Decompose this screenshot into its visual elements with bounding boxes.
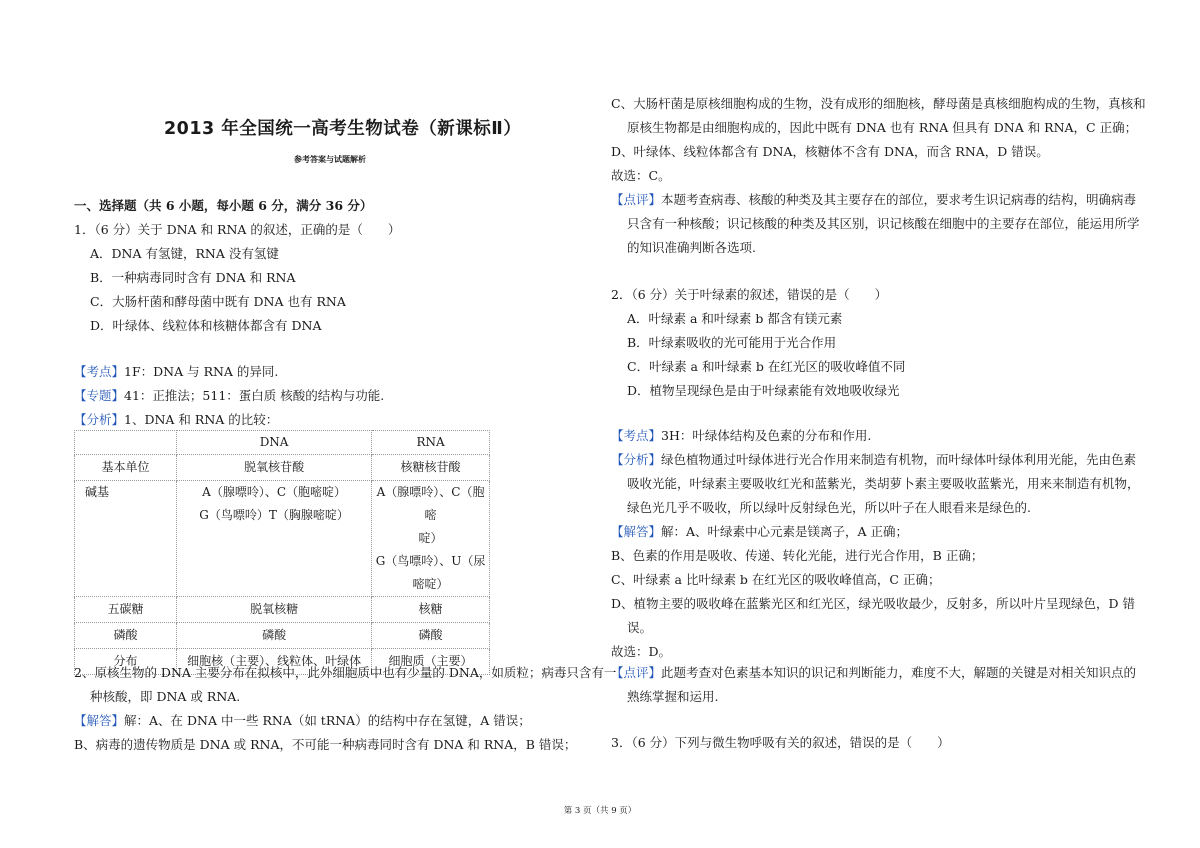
table-cell: 磷酸 [177,623,372,649]
q2-stem: 2．（6 分）关于叶绿素的叙述，错误的是（ ） [611,287,888,302]
q2-option-c: C．叶绿素 a 和叶绿素 b 在红光区的吸收峰值不同 [627,359,906,374]
table-row [75,481,490,597]
q2-jieda [611,524,908,540]
q2-option-b: B．叶绿素吸收的光可能用于光合作用 [627,335,837,350]
table-cell-line: 嘧啶） [412,577,449,591]
kaodian-text: 3H：叶绿体结构及色素的分布和作用. [661,428,872,443]
table-cell-line: G（鸟嘌呤）T（胸腺嘧啶） [199,508,349,522]
jieda-tag: 【解答】 [611,524,662,539]
jieda-tag: 【解答】 [74,713,125,728]
q2-c-explanation: C、叶绿素 a 比叶绿素 b 在红光区的吸收峰值高，C 正确； [611,572,941,587]
q1-b-explanation: B、病毒的遗传物质是 DNA 或 RNA，不可能一种病毒同时含有 DNA 和 RNA，B 错误； [74,737,577,752]
q2-option-a: A．叶绿素 a 和叶绿素 b 都含有镁元素 [627,311,843,326]
q1-stem: 1．（6 分）关于 DNA 和 RNA 的叙述，正确的是（ ） [74,222,401,237]
q2-b-explanation: B、色素的作用是吸收、传递、转化光能，进行光合作用，B 正确； [611,548,984,563]
table-cell: 脱氧核苷酸 [177,455,372,481]
table-header-cell: DNA [177,431,372,455]
table-cell [177,481,372,597]
zhuanti-text: 41：正推法；511：蛋白质 核酸的结构与功能. [124,388,385,403]
q1-dianping-line1 [611,192,1136,208]
q2-fenxi-line3: 绿色光几乎不吸收，所以绿叶反射绿色光，所以叶子在人眼看来是绿色的. [627,500,1031,515]
q2-dianping-line1 [611,665,1136,681]
table-row [75,597,490,623]
table-cell: 核糖核苷酸 [372,455,490,481]
table-cell: 分布 [75,649,177,675]
q1-c-explanation-line2: 原核生物都是由细胞构成的，因此中既有 DNA 也有 RNA 但具有 DNA 和 RNA，C 正确； [627,120,1138,135]
q2-kaodian [611,428,871,444]
q1-fenxi2-line2: 种核酸，即 DNA 或 RNA. [90,689,241,704]
kaodian-tag: 【考点】 [611,428,662,443]
fenxi-text: 1、DNA 和 RNA 的比较： [124,412,279,427]
dianping-tag: 【点评】 [611,192,662,207]
q2-answer: 故选：D。 [611,644,672,659]
table-header-row [75,431,490,455]
table-cell-line: G（鸟嘌呤）、U（尿 [375,554,486,568]
table-cell-line: A（腺嘌呤）、C（胞嘧啶） [202,485,347,499]
dianping-text: 此题考查对色素基本知识的识记和判断能力，难度不大，解题的关键是对相关知识点的 [661,665,1137,680]
dianping-text: 本题考查病毒、核酸的种类及其主要存在的部位，要求考生识记病毒的结构，明确病毒 [661,192,1137,207]
q3-stem: 3．（6 分）下列与微生物呼吸有关的叙述，错误的是（ ） [611,735,950,750]
q2-dianping-line2: 熟练掌握和运用. [627,689,719,704]
q1-answer: 故选：C。 [611,168,671,183]
zhuanti-tag: 【专题】 [74,388,125,403]
dianping-tag: 【点评】 [611,665,662,680]
q2-d-explanation-line1: D、植物主要的吸收峰在蓝紫光区和红光区，绿光吸收最少，反射多，所以叶片呈现绿色，D 错 [611,596,1136,611]
q1-option-a: A．DNA 有氢键，RNA 没有氢键 [90,246,279,261]
q1-zhuanti [74,388,384,404]
q1-jieda [74,713,531,729]
q1-kaodian [74,364,278,380]
table-cell: 细胞核（主要）、线粒体、叶绿体 [177,649,372,675]
table-cell: 磷酸 [75,623,177,649]
q1-option-c: C．大肠杆菌和酵母菌中既有 DNA 也有 RNA [90,294,346,309]
kaodian-tag: 【考点】 [74,364,125,379]
q1-fenxi2-line1: 2、原核生物的 DNA 主要分布在拟核中，此外细胞质中也有少量的 DNA，如质粒；病毒只含有一 [74,665,617,680]
page-subtitle: 参考答案与试题解析 [294,154,366,164]
q1-dianping-line3: 的知识准确判断各选项. [627,240,756,255]
table-cell: 碱基 [75,481,177,597]
table-row [75,623,490,649]
table-header-cell: RNA [372,431,490,455]
table-cell: 五碳糖 [75,597,177,623]
q1-dianping-line2: 只含有一种核酸；识记核酸的种类及其区别，识记核酸在细胞中的主要存在部位，能运用所学 [627,216,1140,231]
q1-c-explanation-line1: C、大肠杆菌是原核细胞构成的生物，没有成形的细胞核，酵母菌是真核细胞构成的生物，真核和 [611,96,1146,111]
fenxi-text: 绿色植物通过叶绿体进行光合作用来制造有机物，而叶绿体叶绿体利用光能，先由色素 [661,452,1137,467]
jieda-text: 解：A、叶绿素中心元素是镁离子，A 正确； [661,524,909,539]
table-cell-line: 啶） [418,531,443,545]
q2-d-explanation-line2: 误。 [627,620,653,635]
kaodian-text: 1F：DNA 与 RNA 的异同. [124,364,279,379]
q1-d-explanation: D、叶绿体、线粒体都含有 DNA，核糖体不含有 DNA，而含 RNA，D 错误。 [611,144,1049,159]
fenxi-tag: 【分析】 [74,412,125,427]
q1-option-d: D．叶绿体、线粒体和核糖体都含有 DNA [90,318,322,333]
table-cell: 脱氧核糖 [177,597,372,623]
table-cell: 磷酸 [372,623,490,649]
page-title: 2013 年全国统一高考生物试卷（新课标Ⅱ） [164,119,522,139]
dna-rna-comparison-table [74,430,490,675]
table-cell: 核糖 [372,597,490,623]
table-cell: 细胞质（主要） [372,649,490,675]
table-row [75,455,490,481]
q2-option-d: D．植物呈现绿色是由于叶绿素能有效地吸收绿光 [627,383,900,398]
q1-option-b: B．一种病毒同时含有 DNA 和 RNA [90,270,296,285]
table-cell [372,481,490,597]
jieda-text: 解：A、在 DNA 中一些 RNA（如 tRNA）的结构中存在氢键，A 错误； [124,713,531,728]
table-cell: 基本单位 [75,455,177,481]
section-heading: 一、选择题（共 6 小题，每小题 6 分，满分 36 分） [74,198,373,213]
q2-fenxi-line1 [611,452,1136,468]
q2-fenxi-line2: 吸收光能，叶绿素主要吸收红光和蓝紫光，类胡萝卜素主要吸收蓝紫光，用来来制造有机物， [627,476,1140,491]
fenxi-tag: 【分析】 [611,452,662,467]
q1-fenxi [74,412,278,428]
table-header-cell [75,431,177,455]
page-footer: 第 3 页（共 9 页） [563,806,637,816]
table-cell-line: A（腺嘌呤）、C（胞嘧 [376,485,485,522]
